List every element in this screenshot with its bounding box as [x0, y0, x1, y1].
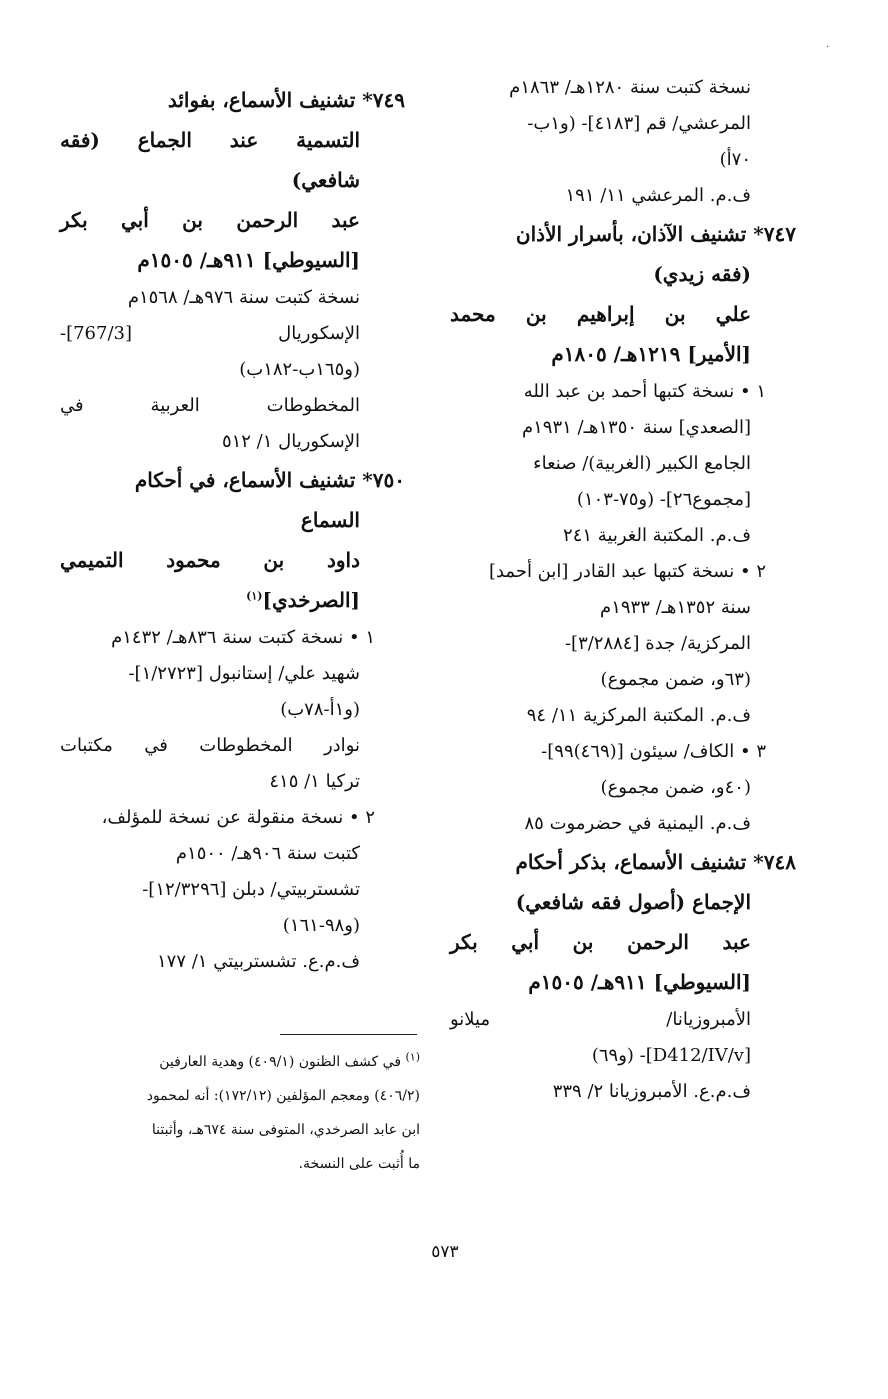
text-line: سنة ١٣٥٢هـ/ ١٩٣٣م — [600, 597, 751, 618]
text-line: ٧٤٨* تشنيف الأسماع، بذكر أحكام — [515, 850, 796, 874]
text-line: ١ • نسخة كتبت سنة ٨٣٦هـ/ ١٤٣٢م — [111, 627, 375, 648]
footnote-line: ابن عابد الصرخدي، المتوفى سنة ٦٧٤هـ، وأثبتنا — [151, 1122, 420, 1138]
page-number: ٥٧٣ — [431, 1242, 459, 1262]
text-line: ٧٤٩* تشنيف الأسماع، بفوائد — [167, 88, 405, 112]
text-line: ف.م. المكتبة المركزية ١١/ ٩٤ — [526, 705, 751, 726]
text-line: عبد الرحمن بن أبي بكر — [450, 930, 751, 954]
text-line: نسخة كتبت سنة ١٢٨٠هـ/ ١٨٦٣م — [509, 77, 751, 98]
text-line: الجامع الكبير (الغربية)/ صنعاء — [533, 453, 751, 474]
text-line: ف.م. المرعشي ١١/ ١٩١ — [565, 185, 751, 206]
text-line: السماع — [300, 508, 360, 532]
text-line: شافعي) — [291, 168, 360, 192]
text-line: ٧٤٧* تشنيف الآذان، بأسرار الأذان — [515, 222, 796, 246]
text-line: المرعشي/ قم [٤١٨٣]- (و١ب- — [527, 113, 751, 134]
text-line: المخطوطات العربية في — [60, 395, 360, 416]
footnote-line: (٤٠٦/٢) ومعجم المؤلفين (١٧٢/١٢): أنه لمحمود — [146, 1088, 420, 1104]
text-line: ٢ • نسخة كتبها عبد القادر [ابن أحمد] — [488, 561, 766, 582]
text-line: المركزية/ جدة [٣/٢٨٨٤]- — [564, 633, 751, 654]
text-line: الأمبروزيانا/ ميلانو — [450, 1009, 751, 1030]
text-line: الإسكوريال [767/3]- — [60, 323, 360, 344]
text-line: علي بن إبراهيم بن محمد — [450, 302, 751, 326]
text-line: [السيوطي] ٩١١هـ/ ١٥٠٥م — [528, 970, 751, 994]
text-line: [الأمير] ١٢١٩هـ/ ١٨٠٥م — [551, 342, 751, 366]
text-line: (و١٦٥ب-١٨٢ب) — [239, 359, 360, 380]
footnote-line: $^{(١)}$ في كشف الظنون (٤٠٩/١) وهدية العارفين — [159, 1050, 420, 1070]
text-line: (٤٠و، ضمن مجموع) — [600, 777, 751, 798]
footnote-reference: (١) — [246, 589, 263, 603]
text-line: التسمية عند الجماع (فقه — [60, 128, 360, 152]
text-line: نوادر المخطوطات في مكتبات — [60, 735, 360, 756]
footnote-marker: (١) — [405, 1050, 420, 1064]
text-line: ف.م. اليمنية في حضرموت ٨٥ — [524, 813, 751, 834]
text-line: تشستربيتي/ دبلن [١٢/٣٢٩٦]- — [142, 879, 360, 900]
text-line: ٢ • نسخة منقولة عن نسخة للمؤلف، — [101, 807, 375, 828]
text-line: داود بن محمود التميمي — [60, 548, 360, 572]
footnote — [70, 1045, 420, 1181]
text-line: (٦٣و، ضمن مجموع) — [600, 669, 751, 690]
text-line: ف.م. المكتبة الغربية ٢٤١ — [563, 525, 751, 546]
text-line: الإجماع (أصول فقه شافعي) — [515, 890, 751, 914]
text-line: (فقه زيدي) — [653, 262, 751, 286]
text-line: تركيا ١/ ٤١٥ — [269, 771, 360, 792]
text-line: [مجموع٢٦]- (و٧٥-١٠٣) — [576, 489, 751, 510]
left-column — [60, 80, 405, 980]
text-line: [السيوطي] ٩١١هـ/ ١٥٠٥م — [137, 248, 360, 272]
text-line: [D412/IV/v]- (و٦٩) — [591, 1045, 751, 1066]
text-line: نسخة كتبت سنة ٩٧٦هـ/ ١٥٦٨م — [127, 287, 360, 308]
text-line: ٧٥٠* تشنيف الأسماع، في أحكام — [134, 468, 405, 492]
text-line: ف.م.ع. تشستربيتي ١/ ١٧٧ — [156, 951, 360, 972]
text-line: (و٩٨-١٦١) — [282, 915, 360, 936]
text-line: (و١أ-٧٨ب) — [280, 699, 360, 720]
footnote-divider — [280, 1034, 417, 1035]
text-line: ف.م.ع. الأمبروزيانا ٢/ ٣٣٩ — [552, 1081, 751, 1102]
text-line: كتبت سنة ٩٠٦هـ/ ١٥٠٠م — [175, 843, 360, 864]
text-line: ١ • نسخة كتبها أحمد بن عبد الله — [523, 381, 766, 402]
text-line: عبد الرحمن بن أبي بكر — [60, 208, 360, 232]
text-line: [الصعدي] سنة ١٣٥٠هـ/ ١٩٣١م — [521, 417, 751, 438]
text-line: الإسكوريال ١/ ٥١٢ — [221, 431, 360, 452]
text-line: ٧٠أ) — [719, 149, 751, 170]
text-line: ٣ • الكاف/ سيئون [(٤٦٩)٩٩]- — [541, 741, 766, 762]
text-line: [الصرخدي]$^{(١)}$ — [246, 588, 360, 612]
text-line: شهيد علي/ إستانبول [١/٢٧٢٣]- — [128, 663, 360, 684]
right-column — [450, 70, 796, 1110]
footnote-line: ما أُثبت على النسخة. — [298, 1156, 420, 1172]
corner-dot: · — [826, 42, 830, 53]
